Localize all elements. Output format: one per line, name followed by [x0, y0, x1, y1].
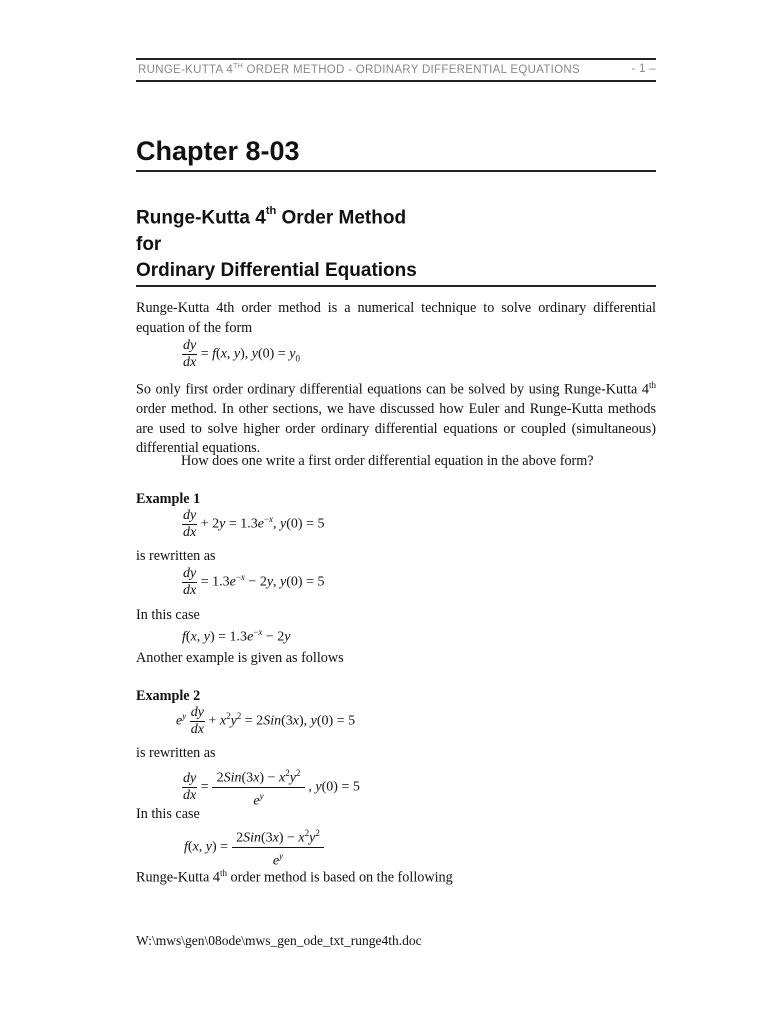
paragraph-scope: So only first order ordinary differential equations can be solved by using Runge-Kutta 4th order method. In other sections, we have discussed how Euler and Runge-Kutta methods are used to solve higher order ordinary differential equations or coupled (simultaneous) differential equations. — [136, 380, 656, 457]
example-1-function: f(x, $y) = 1.3e^{-x} - 2y$ — [182, 627, 291, 645]
document-title — [136, 200, 656, 287]
chapter-heading: Chapter 8-03 — [136, 136, 656, 172]
header-title: RUNGE-KUTTA 4TH ORDER METHOD - ORDINARY DIFFERENTIAL EQUATIONS — [138, 63, 580, 76]
example-1-equation: $\frac{dy}{dx}$ + $2y = 1.3e^{-x}$, y(0) = 5 — [183, 508, 325, 540]
title-line-3: Ordinary Differential Equations — [136, 260, 417, 282]
rewritten-text-2: is rewritten as — [136, 745, 216, 761]
general-ode-equation: $\frac{dy}{dx}$ = f(x, y), $y(0) = y_0$ — [183, 338, 300, 370]
running-header — [136, 58, 656, 82]
question-text: How does one write a first order differential equation in the above form? — [181, 453, 594, 469]
example-1-rewritten-equation: $\frac{dy}{dx}$ = $1.3e^{-x} - 2y$, y(0) = 5 — [183, 566, 325, 598]
title-line-2: for — [136, 233, 162, 255]
example-1-heading: Example 1 — [136, 491, 201, 507]
title-line-1: Runge-Kutta 4th Order Method — [136, 205, 407, 229]
intro-paragraph: Runge-Kutta 4th order method is a numerical technique to solve ordinary differential equation of the form — [136, 300, 656, 336]
example-2-heading: Example 2 — [136, 688, 201, 704]
closing-sentence: Runge-Kutta 4th order method is based on the following — [136, 868, 453, 886]
in-this-case-1: In this case — [136, 607, 200, 623]
in-this-case-2: In this case — [136, 806, 200, 822]
header-page-number: - 1 – — [631, 63, 656, 75]
example-2-function: f(x, y) = $\frac{2Sin(3x) - x^2y^2}{e^y}$ — [184, 825, 324, 869]
example-2-equation: $e^y$ $\frac{dy}{dx}$ + $x^2y^2 = 2Sin(3x)$, y(0) = 5 — [176, 705, 356, 737]
rewritten-text-1: is rewritten as — [136, 548, 216, 564]
example-2-rewritten-equation: $\frac{dy}{dx}$ = $\frac{2Sin(3x) - x^2y^2}{e^y}$ , y(0) = 5 — [182, 765, 360, 809]
another-example-text: Another example is given as follows — [136, 650, 344, 666]
file-path-footer: W:\mws\gen\08ode\mws_gen_ode_txt_runge4th.doc — [136, 933, 422, 948]
